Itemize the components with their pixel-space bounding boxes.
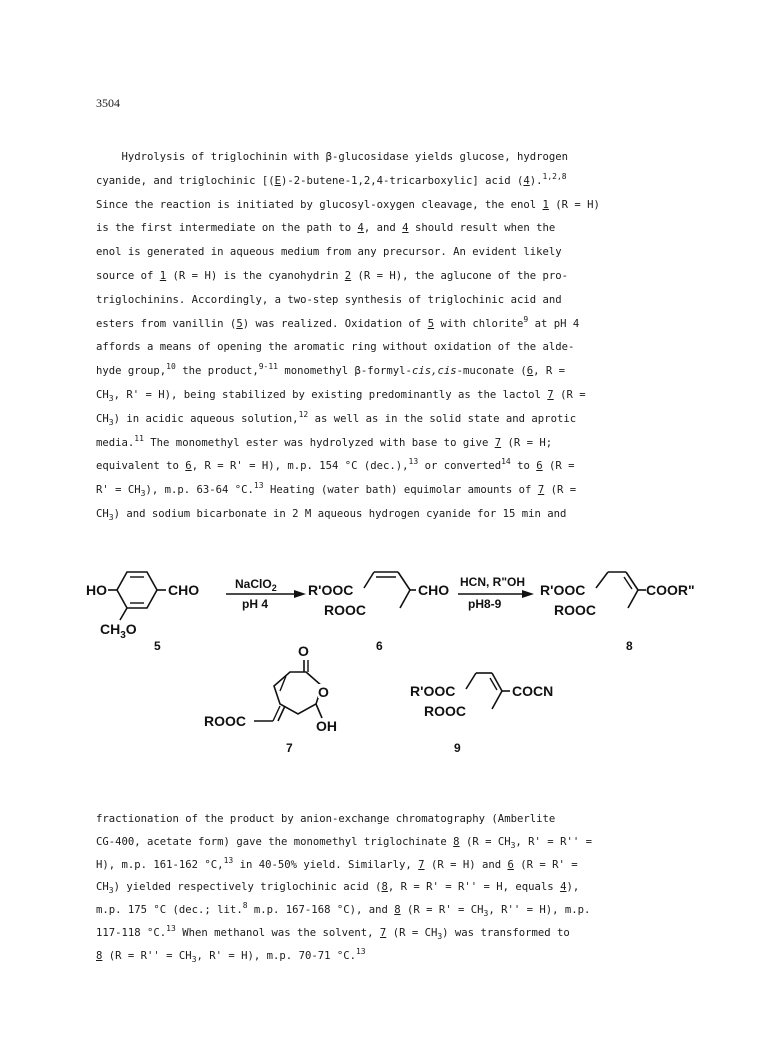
citation: 9 — [523, 314, 529, 324]
text-line — [96, 831, 716, 854]
cocn-label: COCN — [512, 683, 554, 699]
compound-ref: 4 — [402, 222, 409, 235]
compound-ref: 2 — [344, 269, 352, 282]
rooc-label-1: R'OOC — [410, 683, 456, 699]
text-run: (R = R' = — [513, 858, 578, 871]
text-run: (R = H) and — [424, 858, 508, 871]
text-run: The monomethyl ester was hydrolyzed with base to give — [143, 436, 495, 449]
text-run: , R' = R'' = — [515, 835, 592, 848]
text-run: (R = CH — [386, 926, 438, 939]
compound-ref: 6 — [185, 460, 192, 473]
citation: 8 — [242, 901, 248, 911]
text-run: at pH 4 — [528, 317, 580, 330]
condition-ph4: pH 4 — [242, 597, 269, 611]
carbonyl-o: O — [298, 643, 309, 659]
text-run: to — [510, 460, 537, 473]
text-run: Since the reaction is initiated by glucosyl-oxygen cleavage, the enol — [96, 198, 543, 211]
citation: 11 — [134, 433, 144, 443]
text-run: ) yielded respectively triglochinic acid ( — [113, 881, 382, 894]
arrow-2 — [458, 575, 534, 611]
text-run: with chlorite — [434, 317, 524, 330]
pyranone-ring — [274, 672, 322, 714]
paragraph-2 — [96, 808, 716, 968]
text-run: Heating (water bath) equimolar amounts of — [263, 484, 538, 497]
text-run: should result when the — [408, 222, 556, 235]
compound-ref: 7 — [547, 388, 554, 401]
compound-ref: 7 — [494, 436, 502, 449]
text-run: ). — [529, 174, 543, 187]
compound-ref: 4 — [523, 174, 530, 187]
text-run: source of — [96, 269, 160, 282]
text-run: , R' = H), being stabilized by existing predominantly as the lactol — [113, 388, 548, 401]
text-run: )-2-butene-1,2,4-tricarboxylic] acid ( — [280, 174, 524, 187]
reagent-hcn: HCN, R"OH — [460, 575, 526, 589]
compound-ref: 6 — [536, 460, 543, 473]
text-line — [96, 194, 716, 218]
text-run: CH — [96, 412, 109, 425]
text-line — [96, 289, 716, 313]
compound-ref: 4 — [560, 881, 567, 894]
compound-ref: 7 — [418, 858, 425, 871]
compound-number-9: 9 — [454, 741, 461, 755]
compound-ref: 5 — [236, 317, 243, 330]
cho-label: CHO — [168, 582, 200, 598]
compound-ref: 8 — [381, 881, 388, 894]
ring-o: O — [318, 684, 329, 700]
citation: 9-11 — [258, 362, 278, 372]
text-run: , R = R' = R'' = H, equals — [387, 881, 561, 894]
rooc-label-2: ROOC — [554, 602, 596, 618]
text-line — [96, 854, 716, 877]
ch3o-label: $CH_3O$ — [100, 621, 137, 641]
text-run: cyanide, and triglochinic [( — [96, 174, 275, 187]
text-run: CH — [96, 507, 109, 520]
rooc-label-2: ROOC — [424, 703, 466, 719]
text-run: m.p. 175 °C (dec.; lit. — [96, 904, 243, 917]
text-run: , R'' = H), m.p. — [488, 904, 591, 917]
text-run: ) was transformed to — [442, 926, 570, 939]
citation: 10 — [166, 362, 176, 372]
text-line — [96, 384, 716, 408]
rooc-label-1: R'OOC — [308, 582, 354, 598]
compound-number-6: 6 — [376, 639, 383, 653]
text-run: (R = CH — [459, 835, 511, 848]
text-run: or converted — [418, 460, 502, 473]
text-run: , and — [363, 222, 403, 235]
compound-5 — [86, 572, 199, 653]
rooc-label-2: ROOC — [324, 602, 366, 618]
page-number: 3504 — [96, 96, 120, 110]
text-run: triglochinins. Accordingly, a two-step synthesis of triglochinic acid and — [96, 293, 562, 306]
text-line — [96, 455, 716, 479]
text-run: R' = CH — [96, 484, 141, 497]
rooc-label: ROOC — [204, 713, 246, 729]
text-line — [96, 922, 716, 945]
text-run: (R = H) — [548, 198, 600, 211]
text-run: equivalent to — [96, 460, 186, 473]
text-run: affords a means of opening the aromatic ring without oxidation of the alde- — [96, 341, 575, 354]
text-line — [96, 876, 716, 899]
condition-ph8-9: pH8-9 — [468, 597, 502, 611]
text-run: 3 — [108, 393, 114, 403]
text-run: 3 — [108, 417, 114, 427]
coor-label: COOR" — [646, 582, 695, 598]
compound-9 — [410, 673, 553, 755]
cho-label: CHO — [418, 582, 450, 598]
text-run: , R' = H), m.p. 70-71 °C. — [196, 949, 356, 962]
text-run: ) and sodium bicarbonate in 2 M aqueous hydrogen cyanide for 15 min and — [113, 507, 567, 520]
text-run: 3 — [437, 931, 443, 941]
paragraph-1 — [96, 146, 716, 527]
citation: 13 — [408, 457, 419, 467]
text-run: , R = R' = H), m.p. 154 °C (dec.), — [191, 460, 409, 473]
text-run: 3 — [483, 909, 489, 919]
text-run: ), m.p. 63-64 °C. — [145, 484, 254, 497]
text-run: (R = R' = CH — [400, 904, 484, 917]
text-run: m.p. 167-168 °C), and — [247, 904, 395, 917]
text-run: cis,cis — [411, 365, 457, 378]
compound-ref: 1 — [542, 198, 549, 211]
text-run: (R = R'' = CH — [102, 949, 192, 962]
ho-label: HO — [86, 582, 107, 598]
reaction-scheme — [80, 568, 720, 788]
text-run: 3 — [191, 954, 197, 964]
text-line — [96, 265, 716, 289]
text-run: media. — [96, 436, 135, 449]
text-run: esters from vanillin ( — [96, 317, 237, 330]
text-run: Hydrolysis of triglochinin with β-glucosidase yields glucose, hydrogen — [96, 151, 568, 163]
compound-ref: 7 — [379, 926, 387, 939]
text-run: -muconate ( — [456, 365, 527, 378]
text-line — [96, 408, 716, 432]
text-run: enol is generated in aqueous medium from any precursor. An evident likely — [96, 246, 562, 259]
text-line — [96, 432, 716, 456]
text-run: fractionation of the product by anion-exchange chromatography (Amberlite — [96, 813, 556, 825]
compound-ref: 1 — [159, 269, 167, 282]
compound-ref: 6 — [507, 858, 514, 871]
compound-8 — [540, 572, 695, 653]
citation: 13 — [355, 946, 366, 956]
citation: 13 — [223, 855, 234, 865]
text-run: When methanol was the solvent, — [175, 926, 380, 939]
compound-ref: 8 — [394, 904, 401, 917]
citation: 13 — [166, 923, 176, 933]
text-run: ) was realized. Oxidation of — [242, 317, 428, 330]
text-run: monomethyl β-formyl- — [278, 365, 412, 378]
text-run: (R = H) is the cyanohydrin — [166, 269, 345, 282]
text-run: 117-118 °C. — [96, 926, 167, 939]
text-run: (R = — [542, 460, 575, 473]
citation: 13 — [253, 481, 264, 491]
text-run: 3 — [108, 886, 114, 896]
text-run: H), m.p. 161-162 °C, — [96, 858, 224, 871]
text-line — [96, 170, 716, 194]
citation: 12 — [298, 409, 309, 419]
compound-ref: 7 — [537, 484, 545, 497]
text-line — [96, 899, 716, 922]
text-run: CG-400, acetate form) gave the monomethyl triglochinate — [96, 835, 454, 848]
text-run: 3 — [140, 489, 146, 499]
text-line — [96, 503, 716, 527]
compound-ref: E — [274, 174, 281, 187]
text-run: the product, — [175, 365, 259, 378]
compound-ref: 4 — [357, 222, 364, 235]
text-run: CH — [96, 881, 109, 894]
text-run: (R = — [544, 484, 577, 497]
citation: 1,2,8 — [542, 171, 567, 181]
compound-6 — [308, 572, 449, 653]
text-run: , R = — [533, 365, 566, 378]
text-run: 3 — [108, 512, 114, 522]
arrow-1 — [226, 577, 306, 611]
compound-number-8: 8 — [626, 639, 633, 653]
oh-label: OH — [316, 718, 337, 734]
text-line — [96, 313, 716, 337]
compound-ref: 5 — [427, 317, 435, 330]
citation: 14 — [501, 457, 511, 467]
text-run: hyde group, — [96, 365, 167, 378]
text-run: is the first intermediate on the path to — [96, 222, 358, 235]
text-line — [96, 146, 716, 170]
compound-ref: 8 — [453, 835, 460, 848]
text-line — [96, 241, 716, 265]
text-run: CH — [96, 388, 109, 401]
reagent-naclo2: NaClO$_2$ — [235, 577, 277, 593]
text-line — [96, 479, 716, 503]
compound-ref: 8 — [96, 949, 103, 962]
text-run: as well as in the solid state and aprotic — [308, 412, 577, 425]
text-line — [96, 945, 716, 968]
text-run: in 40-50% yield. Similarly, — [233, 858, 419, 871]
text-run: (R = H; — [501, 436, 553, 449]
compound-7 — [204, 643, 337, 755]
text-run: (R = — [553, 388, 586, 401]
rooc-label-1: R'OOC — [540, 582, 586, 598]
text-run: ), — [566, 881, 580, 894]
text-line — [96, 217, 716, 241]
text-run: 3 — [510, 840, 516, 850]
text-line — [96, 336, 716, 360]
compound-number-5: 5 — [154, 639, 161, 653]
compound-number-7: 7 — [286, 741, 293, 755]
compound-ref: 6 — [526, 365, 534, 378]
text-line — [96, 808, 716, 831]
text-run: ) in acidic aqueous solution, — [113, 412, 299, 425]
text-run: (R = H), the aglucone of the pro- — [351, 269, 569, 282]
text-line — [96, 360, 716, 384]
